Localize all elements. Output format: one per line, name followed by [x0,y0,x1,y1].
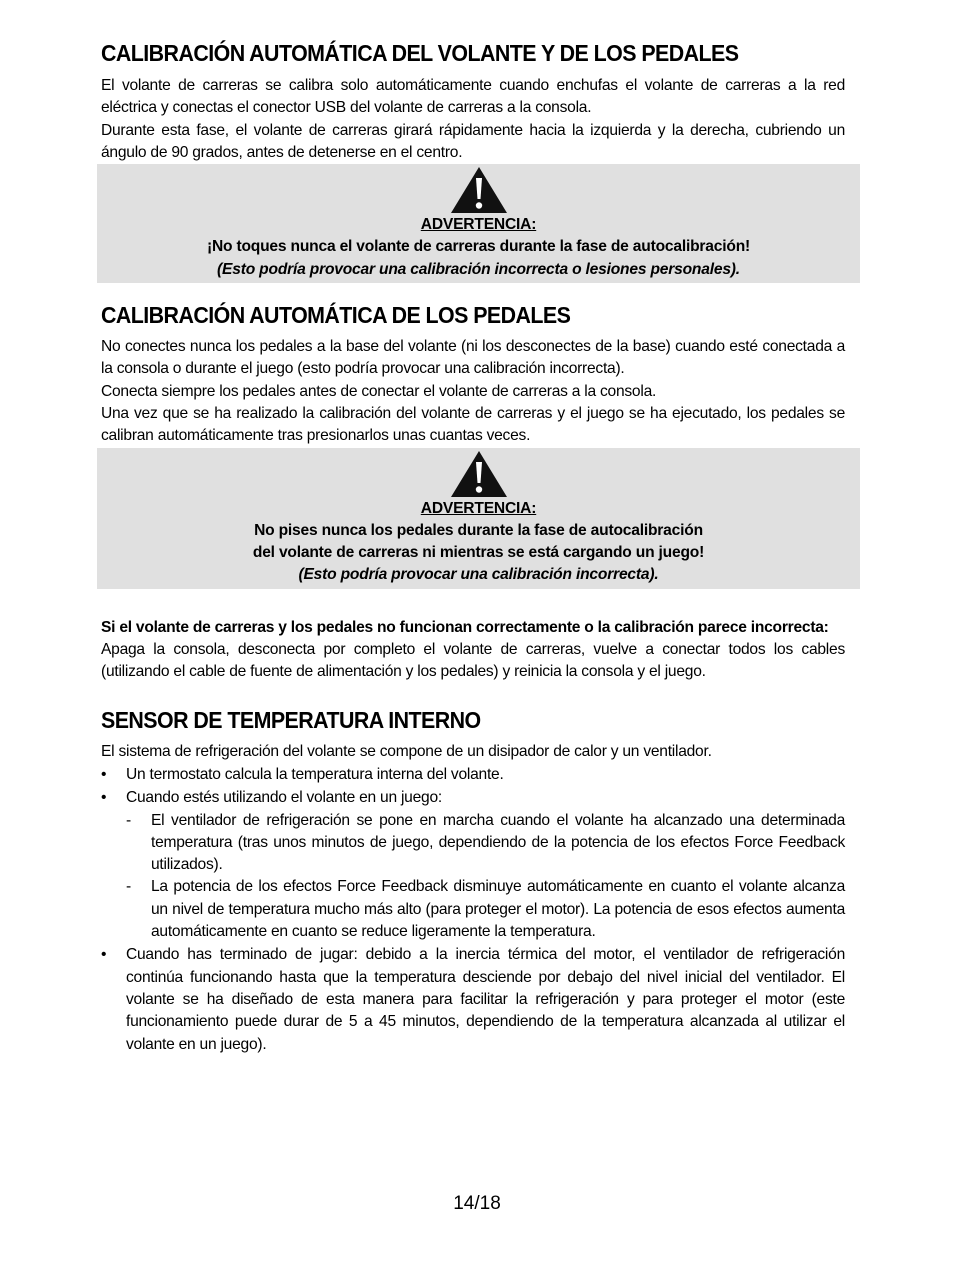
list-item [126,876,845,943]
list-item-text: La potencia de los efectos Force Feedback disminuye automáticamente en cuanto el volante alcanza un nivel de temperatura mucho más alto (para proteger el motor). La potencia de esos efectos aumenta automáticamente en cuanto se reduce ligeramente la temperatura. [151,878,845,941]
warning-text: del volante de carreras ni mientras se está cargando un juego! [252,544,705,562]
warning-text: ¡No toques nunca el volante de carreras durante la fase de autocalibración! [206,238,751,256]
document-page [101,38,845,1056]
warning-note: (Esto podría provocar una calibración incorrecta o lesiones personales). [217,260,740,278]
list-item-text: Cuando estés utilizando el volante en un juego: [126,789,442,807]
warning-box [97,164,860,283]
page-number: 14/18 [453,1193,501,1214]
warning-title: ADVERTENCIA: [420,499,537,517]
bullet-list [101,764,845,1056]
troubleshoot-question: Si el volante de carreras y los pedales no funcionan correctamente o la calibración parece incorrecta: [101,618,829,636]
paragraph: Durante esta fase, el volante de carreras girará rápidamente hacia la izquierda y la derecha, cubriendo un ángulo de 90 grados, antes de detenerse en el centro. [101,121,845,161]
troubleshoot-answer: Apaga la consola, desconecta por completo el volante de carreras, vuelve a conectar todos los cables (utilizando el cable de fuente de alimentación y los pedales) y reinicia la consola y el juego. [101,641,845,681]
list-item-text: Un termostato calcula la temperatura interna del volante. [126,765,504,783]
paragraph: No conectes nunca los pedales a la base del volante (ni los desconectes de la base) cuando esté conectada a la consola o durante el juego (esto podría provocar una calibración incorrecta). [101,338,845,378]
list-item-text: El volante se ha diseñado de esta manera para facilitar la refrigeración y para proteger el motor (este funcionamiento puede durar de 5 a 45 minutos, dependiendo de la temperatura alcanzada al utilizar el volante en un juego). [126,968,845,1053]
list-item [126,810,845,877]
dash-icon: - [126,811,131,829]
section-heading-temperature-sensor: SENSOR DE TEMPERATURA INTERNO [101,706,481,733]
warning-triangle-icon [450,450,508,498]
list-item [101,944,845,1055]
warning-note: (Esto podría provocar una calibración incorrecta). [298,566,659,584]
warning-triangle-icon [450,166,508,214]
list-item [101,764,845,786]
warning-text: No pises nunca los pedales durante la fase de autocalibración [254,521,703,539]
paragraph: Conecta siempre los pedales antes de conectar el volante de carreras a la consola. [101,382,657,400]
bullet-icon: • [101,946,107,964]
warning-title: ADVERTENCIA: [420,216,537,234]
bullet-icon: • [101,789,107,807]
dash-list [126,810,845,944]
section-heading-pedal-calibration: CALIBRACIÓN AUTOMÁTICA DE LOS PEDALES [101,302,571,329]
paragraph: El volante de carreras se calibra solo automáticamente cuando enchufas el volante de carreras a la red eléctrica y conectas el conector USB del volante de carreras a la consola. [101,77,845,117]
list-item [101,787,845,943]
dash-icon: - [126,878,131,896]
paragraph: Una vez que se ha realizado la calibración del volante de carreras y el juego se ha ejecutado, los pedales se calibran automáticamente tras presionarlos unas cuantas veces. [101,404,845,445]
bullet-icon: • [101,765,107,783]
list-item-text: El ventilador de refrigeración se pone en marcha cuando el volante ha alcanzado una determinada temperatura (tras unos minutos de juego, dependiendo de la potencia de los efectos Force Feedback utilizados). [151,811,845,874]
paragraph: El sistema de refrigeración del volante se compone de un disipador de calor y un ventilador. [101,742,712,760]
section-heading-wheel-pedal-calibration: CALIBRACIÓN AUTOMÁTICA DEL VOLANTE Y DE LOS PEDALES [101,40,739,66]
warning-box [97,448,860,589]
list-item-text: Cuando has terminado de jugar: debido a la inercia térmica del motor, el ventilador de refrigeración continúa funcionando hasta que la temperatura desciende por debajo del nivel inicial del ventilador. [126,946,845,986]
